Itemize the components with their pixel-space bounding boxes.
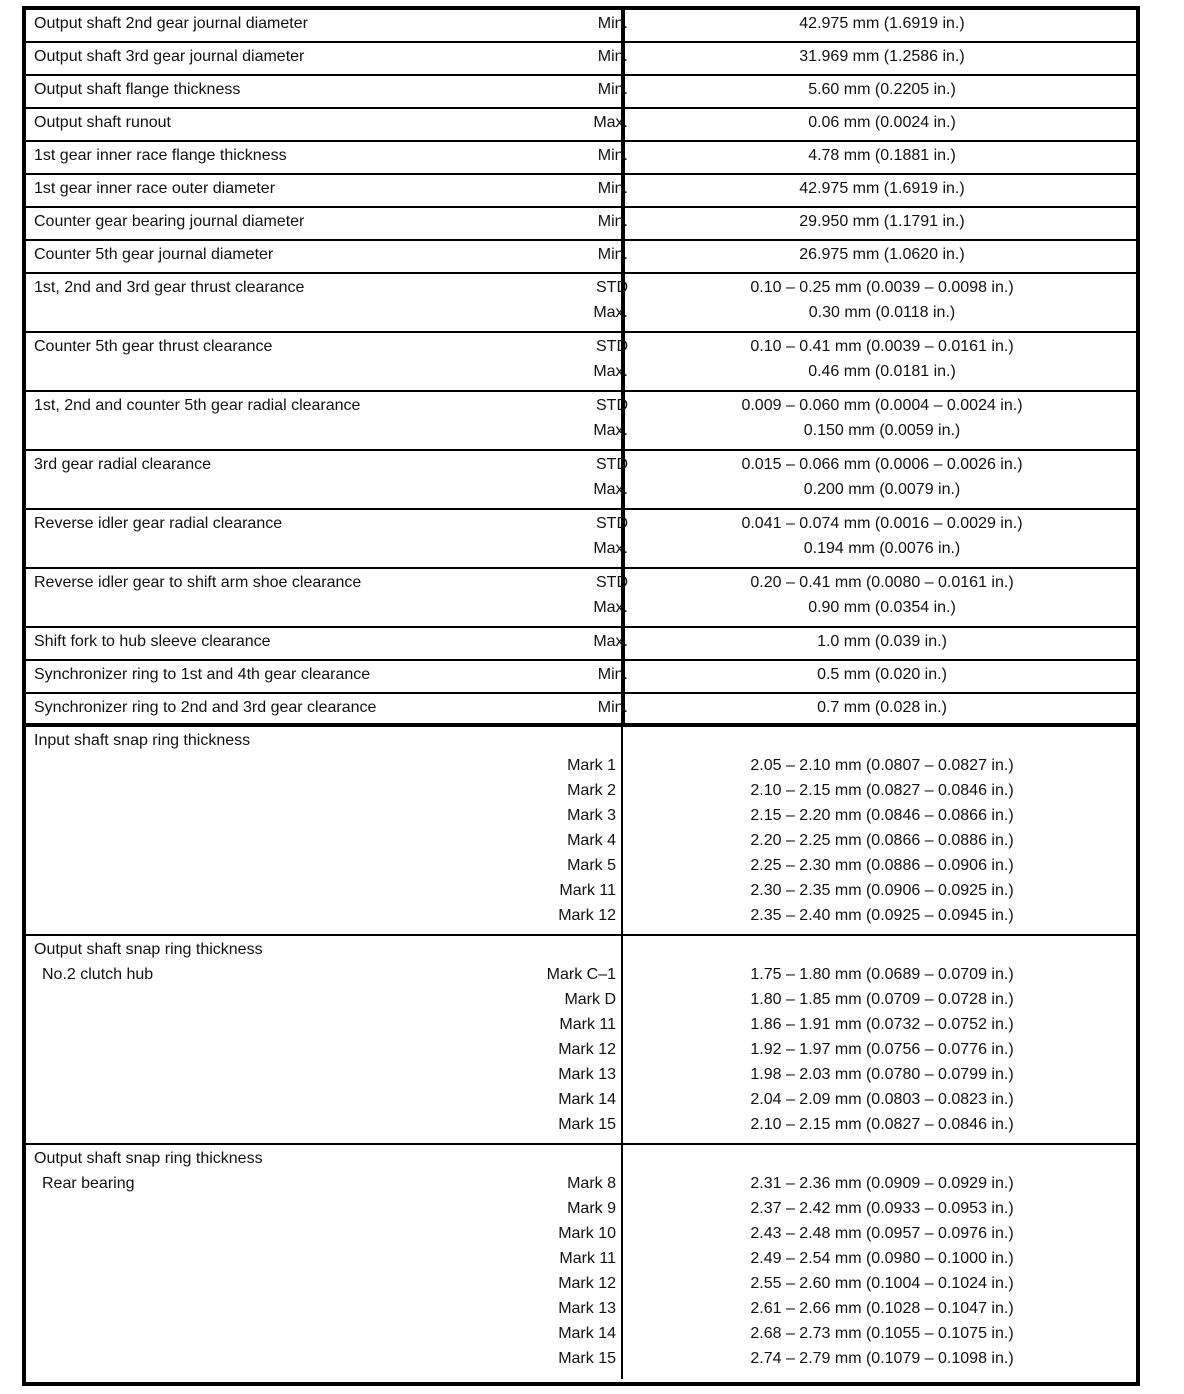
- spec-qualifier: Max.: [593, 422, 628, 439]
- spec-row: [26, 43, 1136, 76]
- spec-qualifier: Min.: [597, 180, 628, 197]
- spec-value: 4.78 mm (0.1881 in.): [808, 147, 956, 164]
- spec-qualifier: Min.: [597, 147, 628, 164]
- spec-value: 1.0 mm (0.039 in.): [817, 633, 947, 650]
- snap-group-sublabel: Rear bearing: [42, 1175, 135, 1192]
- spec-value: 29.950 mm (1.1791 in.): [799, 213, 965, 230]
- spec-qualifier: STD: [596, 574, 628, 591]
- spec-value: 0.5 mm (0.020 in.): [817, 666, 947, 683]
- spec-row: [26, 142, 1136, 175]
- snap-mark: Mark 10: [558, 1225, 616, 1242]
- spec-value: 0.06 mm (0.0024 in.): [808, 114, 956, 131]
- spec-value: 0.90 mm (0.0354 in.): [808, 599, 956, 616]
- snap-value: 2.15 – 2.20 mm (0.0846 – 0.0866 in.): [750, 807, 1014, 824]
- snap-value: 2.49 – 2.54 mm (0.0980 – 0.1000 in.): [750, 1250, 1014, 1267]
- spec-row: [26, 392, 1136, 451]
- spec-value: 5.60 mm (0.2205 in.): [808, 81, 956, 98]
- snap-mark: Mark 15: [558, 1350, 616, 1367]
- spec-qualifier: Min.: [597, 699, 628, 716]
- snap-ring-group: [26, 936, 1136, 1145]
- spec-label: 1st, 2nd and 3rd gear thrust clearance: [34, 279, 305, 296]
- spec-row: [26, 208, 1136, 241]
- snap-value: 2.05 – 2.10 mm (0.0807 – 0.0827 in.): [750, 757, 1014, 774]
- spec-value: 0.150 mm (0.0059 in.): [803, 422, 961, 439]
- spec-row: [26, 333, 1136, 392]
- snap-value: 1.86 – 1.91 mm (0.0732 – 0.0752 in.): [750, 1016, 1014, 1033]
- spec-row: [26, 661, 1136, 694]
- spec-label: Counter gear bearing journal diameter: [34, 213, 305, 230]
- snap-mark: Mark 12: [558, 907, 616, 924]
- spec-qualifier: Max.: [593, 481, 628, 498]
- spec-value: 0.041 – 0.074 mm (0.0016 – 0.0029 in.): [741, 515, 1023, 532]
- spec-label: Reverse idler gear to shift arm shoe clearance: [34, 574, 362, 591]
- snap-ring-group: [26, 727, 1136, 936]
- spec-qualifier: Max.: [593, 599, 628, 616]
- spec-label: 1st gear inner race outer diameter: [34, 180, 276, 197]
- spec-label: Counter 5th gear journal diameter: [34, 246, 274, 263]
- snap-mark: Mark C–1: [546, 966, 616, 983]
- snap-value: 2.37 – 2.42 mm (0.0933 – 0.0953 in.): [750, 1200, 1014, 1217]
- snap-value: 1.98 – 2.03 mm (0.0780 – 0.0799 in.): [750, 1066, 1014, 1083]
- spec-value: 0.200 mm (0.0079 in.): [803, 481, 961, 498]
- spec-label: 1st, 2nd and counter 5th gear radial clearance: [34, 397, 361, 414]
- spec-qualifier: Min.: [597, 81, 628, 98]
- spec-label: Output shaft 3rd gear journal diameter: [34, 48, 305, 65]
- spec-qualifier: STD: [596, 515, 628, 532]
- spec-row: [26, 451, 1136, 510]
- spec-value: 31.969 mm (1.2586 in.): [799, 48, 965, 65]
- snap-value: 2.61 – 2.66 mm (0.1028 – 0.1047 in.): [750, 1300, 1014, 1317]
- snap-value: 2.10 – 2.15 mm (0.0827 – 0.0846 in.): [750, 1116, 1014, 1133]
- snap-mark: Mark 12: [558, 1275, 616, 1292]
- spec-table: [22, 6, 1140, 1386]
- spec-value: 0.194 mm (0.0076 in.): [803, 540, 961, 557]
- snap-value: 2.20 – 2.25 mm (0.0866 – 0.0886 in.): [750, 832, 1014, 849]
- snap-mark: Mark 9: [567, 1200, 616, 1217]
- snap-group-label: Output shaft snap ring thickness: [34, 941, 263, 958]
- snap-group-label: Output shaft snap ring thickness: [34, 1150, 263, 1167]
- snap-value: 2.04 – 2.09 mm (0.0803 – 0.0823 in.): [750, 1091, 1014, 1108]
- spec-row: [26, 569, 1136, 628]
- spec-row: [26, 10, 1136, 43]
- spec-label: Shift fork to hub sleeve clearance: [34, 633, 271, 650]
- spec-qualifier: STD: [596, 456, 628, 473]
- snap-ring-group: [26, 1145, 1136, 1379]
- spec-value: 0.10 – 0.41 mm (0.0039 – 0.0161 in.): [750, 338, 1014, 355]
- snap-value: 2.35 – 2.40 mm (0.0925 – 0.0945 in.): [750, 907, 1014, 924]
- spec-qualifier: Min.: [597, 15, 628, 32]
- spec-row: [26, 175, 1136, 208]
- spec-qualifier: Max.: [593, 114, 628, 131]
- snap-value: 2.43 – 2.48 mm (0.0957 – 0.0976 in.): [750, 1225, 1014, 1242]
- spec-label: Reverse idler gear radial clearance: [34, 515, 283, 532]
- column-divider: [621, 727, 623, 934]
- snap-value: 1.75 – 1.80 mm (0.0689 – 0.0709 in.): [750, 966, 1014, 983]
- spec-label: Counter 5th gear thrust clearance: [34, 338, 273, 355]
- spec-value: 0.7 mm (0.028 in.): [817, 699, 947, 716]
- snap-mark: Mark 5: [567, 857, 616, 874]
- snap-value: 1.80 – 1.85 mm (0.0709 – 0.0728 in.): [750, 991, 1014, 1008]
- spec-qualifier: Min.: [597, 666, 628, 683]
- spec-label: 1st gear inner race flange thickness: [34, 147, 287, 164]
- snap-value: 2.25 – 2.30 mm (0.0886 – 0.0906 in.): [750, 857, 1014, 874]
- spec-qualifier: Max.: [593, 363, 628, 380]
- snap-mark: Mark 11: [559, 882, 616, 899]
- spec-value: 0.009 – 0.060 mm (0.0004 – 0.0024 in.): [741, 397, 1023, 414]
- snap-value: 2.30 – 2.35 mm (0.0906 – 0.0925 in.): [750, 882, 1014, 899]
- column-divider: [621, 1145, 623, 1379]
- spec-value: 26.975 mm (1.0620 in.): [799, 246, 965, 263]
- snap-mark: Mark 12: [558, 1041, 616, 1058]
- spec-row: [26, 241, 1136, 274]
- spec-qualifier: Min.: [597, 213, 628, 230]
- spec-row: [26, 274, 1136, 333]
- spec-value: 0.10 – 0.25 mm (0.0039 – 0.0098 in.): [750, 279, 1014, 296]
- spec-value: 42.975 mm (1.6919 in.): [799, 15, 965, 32]
- snap-value: 1.92 – 1.97 mm (0.0756 – 0.0776 in.): [750, 1041, 1014, 1058]
- spec-row: [26, 694, 1136, 727]
- spec-value: 0.20 – 0.41 mm (0.0080 – 0.0161 in.): [750, 574, 1014, 591]
- snap-mark: Mark 13: [558, 1066, 616, 1083]
- snap-value: 2.68 – 2.73 mm (0.1055 – 0.1075 in.): [750, 1325, 1014, 1342]
- snap-value: 2.31 – 2.36 mm (0.0909 – 0.0929 in.): [750, 1175, 1014, 1192]
- spec-qualifier: Max.: [593, 540, 628, 557]
- snap-mark: Mark 11: [559, 1250, 616, 1267]
- spec-qualifier: Max.: [593, 633, 628, 650]
- snap-mark: Mark 11: [559, 1016, 616, 1033]
- snap-value: 2.74 – 2.79 mm (0.1079 – 0.1098 in.): [750, 1350, 1014, 1367]
- snap-group-label: Input shaft snap ring thickness: [34, 732, 251, 749]
- snap-mark: Mark 15: [558, 1116, 616, 1133]
- snap-mark: Mark 14: [558, 1091, 616, 1108]
- snap-mark: Mark 14: [558, 1325, 616, 1342]
- spec-value: 42.975 mm (1.6919 in.): [799, 180, 965, 197]
- spec-label: Synchronizer ring to 2nd and 3rd gear clearance: [34, 699, 377, 716]
- spec-qualifier: STD: [596, 338, 628, 355]
- spec-qualifier: Min.: [597, 246, 628, 263]
- spec-row: [26, 628, 1136, 661]
- snap-value: 2.10 – 2.15 mm (0.0827 – 0.0846 in.): [750, 782, 1014, 799]
- snap-mark: Mark 13: [558, 1300, 616, 1317]
- spec-value: 0.015 – 0.066 mm (0.0006 – 0.0026 in.): [741, 456, 1023, 473]
- spec-value: 0.30 mm (0.0118 in.): [808, 304, 956, 321]
- spec-label: Output shaft flange thickness: [34, 81, 241, 98]
- spec-qualifier: STD: [596, 279, 628, 296]
- spec-label: Output shaft 2nd gear journal diameter: [34, 15, 308, 32]
- snap-mark: Mark 4: [567, 832, 616, 849]
- spec-row: [26, 109, 1136, 142]
- spec-value: 0.46 mm (0.0181 in.): [808, 363, 956, 380]
- snap-mark: Mark 2: [567, 782, 616, 799]
- snap-mark: Mark 1: [567, 757, 616, 774]
- spec-label: Synchronizer ring to 1st and 4th gear clearance: [34, 666, 371, 683]
- spec-label: Output shaft runout: [34, 114, 171, 131]
- spec-row: [26, 510, 1136, 569]
- snap-value: 2.55 – 2.60 mm (0.1004 – 0.1024 in.): [750, 1275, 1014, 1292]
- snap-group-sublabel: No.2 clutch hub: [42, 966, 154, 983]
- snap-mark: Mark D: [564, 991, 616, 1008]
- spec-label: 3rd gear radial clearance: [34, 456, 211, 473]
- spec-row: [26, 76, 1136, 109]
- column-divider: [621, 936, 623, 1143]
- snap-mark: Mark 8: [567, 1175, 616, 1192]
- spec-qualifier: Max.: [593, 304, 628, 321]
- spec-qualifier: STD: [596, 397, 628, 414]
- spec-qualifier: Min.: [597, 48, 628, 65]
- snap-mark: Mark 3: [567, 807, 616, 824]
